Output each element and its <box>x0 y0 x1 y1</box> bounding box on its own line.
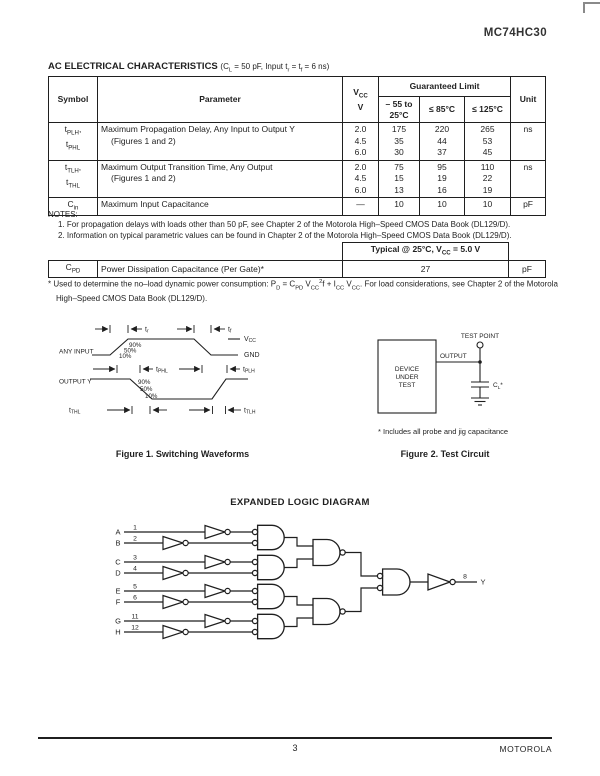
pin-number: 6 <box>133 594 137 602</box>
figure2-caption: Figure 2. Test Circuit <box>400 449 490 459</box>
tplh-label: $t_{PLH}$ <box>243 366 255 375</box>
load-capacitance-label: $C_L*$ <box>493 382 503 390</box>
junction-dot <box>478 360 482 364</box>
vcc-value: 2.0 <box>354 124 367 134</box>
parameter: Maximum Output Transition Time, Any Output <box>101 161 273 172</box>
symbol: $C_{PD}$ <box>49 260 98 278</box>
col-header-unit: Unit <box>511 77 546 123</box>
page-number: 3 <box>292 743 298 753</box>
pin-number: 11 <box>131 613 139 621</box>
inverter-gate <box>163 596 183 609</box>
limit-value: 22 <box>482 173 493 183</box>
vcc-value: 6.0 <box>354 184 367 195</box>
parameter: (Figures 1 and 2) <box>111 173 176 183</box>
input-waveform <box>92 339 238 355</box>
cpd-value: 27 <box>343 260 509 278</box>
table-row <box>49 160 546 198</box>
col-header-symbol: Symbol <box>49 77 98 123</box>
unit: ns <box>511 160 546 198</box>
limit-value: 30 <box>394 147 404 157</box>
dut-label: TEST <box>398 382 416 389</box>
limit-value: 19 <box>437 173 447 183</box>
expanded-logic-diagram <box>105 515 495 690</box>
nand-gate <box>313 599 340 625</box>
test-circuit-figure <box>370 330 545 440</box>
symbol: $t_{PHL}$ <box>65 139 81 152</box>
limit-value: 16 <box>437 184 447 195</box>
and-gate <box>258 555 285 579</box>
unit: pF <box>509 260 546 278</box>
limit-value: 44 <box>437 135 447 146</box>
input-label: H <box>115 627 121 637</box>
pin-number: 4 <box>133 565 137 573</box>
pct-10-label: 10% <box>145 393 158 401</box>
output-inverter-gate <box>428 574 450 590</box>
vcc-value: 2.0 <box>354 161 367 172</box>
tf-label: $t_f$ <box>228 326 232 335</box>
limit-value: 10 <box>379 198 420 216</box>
col-header-guaranteed-limit: Guaranteed Limit <box>379 77 511 97</box>
and-gate <box>258 614 285 638</box>
pct-90-label: 90% <box>138 379 151 387</box>
dut-label: UNDER <box>395 374 419 381</box>
figure1-caption: Figure 1. Switching Waveforms <box>115 449 250 459</box>
footer-rule <box>38 737 552 739</box>
limit-value: 19 <box>482 184 493 195</box>
output-label: OUTPUT <box>440 353 467 360</box>
wires <box>124 532 477 632</box>
cpd-table <box>48 242 546 278</box>
switching-waveforms-figure <box>55 322 345 432</box>
limit-value: 110 <box>480 161 495 172</box>
limit-value: 13 <box>394 184 404 195</box>
symbol: $C_{in}$ <box>49 198 98 216</box>
pin-number: 3 <box>133 554 137 562</box>
limit-value: 53 <box>482 135 493 146</box>
limit-value: 10 <box>420 198 465 216</box>
limit-value: 75 <box>394 161 404 172</box>
inverter-gate <box>205 556 225 569</box>
col-header-vcc: $V_{CC}$ V <box>343 77 379 123</box>
limit-value: 15 <box>394 173 404 183</box>
input-label: F <box>115 597 121 607</box>
symbol: $t_{THL}$ <box>66 176 80 190</box>
unit: pF <box>511 198 546 216</box>
output-label: Y <box>480 577 486 587</box>
tthl-label: $t_{THL}$ <box>69 407 81 416</box>
any-input-label: ANY INPUT <box>59 348 94 356</box>
parameter: Power Dissipation Capacitance (Per Gate)* <box>98 260 343 278</box>
tphl-label: $t_{PHL}$ <box>156 366 168 375</box>
notes-title: NOTES: <box>48 210 78 219</box>
part-number: MC74HC30 <box>483 27 547 39</box>
pct-90-label: 90% <box>129 342 142 350</box>
table-row <box>49 260 546 278</box>
and-gates-input-bubbles <box>252 525 284 638</box>
nand-gates <box>313 540 455 625</box>
col-header-t125: ≤ 125°C <box>465 97 511 123</box>
and-gate <box>258 584 285 608</box>
parameter: Maximum Propagation Delay, Any Input to Output Y <box>101 124 295 134</box>
symbol: $t_{TLH}$, <box>64 161 82 175</box>
and-gate-final <box>383 569 410 595</box>
pin-number: 5 <box>133 583 137 591</box>
inverter-gate <box>163 567 183 580</box>
cpd-footnote: * Used to determine the no–load dynamic power consumption: $P_D = C_{PD}$ $V_{CC}^2f + I_{CC}$ $V_{CC}$. For load considerations, see Chapter 2 of the Motorola High–Speed CMOS Data Book (DL129/D). <box>48 279 558 303</box>
output-y-label: OUTPUT Y <box>59 378 92 386</box>
notes-block <box>48 210 512 241</box>
and-gate <box>258 525 285 549</box>
input-label: B <box>115 538 121 548</box>
vcc-label: $V_{CC}$ <box>244 335 256 345</box>
col-header-t25: – 55 to 25°C <box>379 97 420 123</box>
limit-value: 265 <box>480 124 495 134</box>
inverter-gate <box>205 585 225 598</box>
test-point-terminal <box>477 342 483 348</box>
input-label: G <box>115 616 121 626</box>
ac-characteristics-heading <box>48 61 329 74</box>
parameter: (Figures 1 and 2) <box>111 135 176 146</box>
ttlh-label: $t_{TLH}$ <box>244 407 256 416</box>
col-header-parameter: Parameter <box>98 77 343 123</box>
gnd-label: GND <box>244 351 260 359</box>
table-row <box>49 123 546 161</box>
pin-number: 12 <box>131 624 139 632</box>
parameter: Maximum Input Capacitance <box>98 198 343 216</box>
output-waveform <box>90 379 248 399</box>
inverter-gate <box>205 615 225 628</box>
dut-label: DEVICE <box>394 366 420 373</box>
brand-name: MOTOROLA <box>499 744 552 754</box>
inverter-gate <box>205 526 225 539</box>
logic-diagram-title: EXPANDED LOGIC DIAGRAM <box>230 497 370 508</box>
input-label: E <box>115 586 121 596</box>
cpd-header: Typical @ 25°C, $V_{CC} = 5.0$ V <box>343 243 509 261</box>
col-header-t85: ≤ 85°C <box>420 97 465 123</box>
vcc-value: — <box>343 198 379 216</box>
output-pin-number: 8 <box>463 573 467 581</box>
limit-value: 95 <box>437 161 447 172</box>
pin-number: 1 <box>133 524 137 532</box>
inverter-gate <box>163 537 183 550</box>
limit-value: 35 <box>394 135 404 146</box>
pct-50-label: 50% <box>124 347 137 355</box>
limit-value: 10 <box>465 198 511 216</box>
pct-50-label: 50% <box>140 386 153 394</box>
heading-title: AC ELECTRICAL CHARACTERISTICS <box>48 61 218 72</box>
input-label: C <box>115 557 121 567</box>
input-label: A <box>115 527 121 537</box>
input-label: D <box>115 568 121 578</box>
ac-characteristics-table <box>48 76 546 216</box>
vcc-value: 4.5 <box>354 173 367 183</box>
limit-value: 220 <box>434 124 450 134</box>
nand-gate <box>313 540 340 566</box>
figure2-note: * Includes all probe and jig capacitance <box>378 427 509 436</box>
heading-condition: ($C_L = 50$ pF, Input $t_r = t_f = 6$ ns) <box>220 62 330 74</box>
limit-value: 37 <box>437 147 447 157</box>
inverter-gate <box>163 626 183 639</box>
note-item: 2. Information on typical parametric values can be found in Chapter 2 of the Motorola High–Speed CMOS Data Book (DL129/D). <box>58 230 512 240</box>
limit-value: 175 <box>391 124 407 134</box>
unit: ns <box>511 123 546 161</box>
vcc-value: 4.5 <box>354 135 367 146</box>
tr-label: $t_r$ <box>145 326 149 335</box>
vcc-value: 6.0 <box>354 147 367 157</box>
symbol: $t_{PLH}$, <box>64 124 82 137</box>
limit-value: 45 <box>482 147 493 157</box>
note-item: 1. For propagation delays with loads other than 50 pF, see Chapter 2 of the Motorola High–Speed CMOS Data Book (DL129/D). <box>58 220 511 230</box>
pct-10-label: 10% <box>119 353 132 361</box>
test-point-label: TEST POINT <box>460 333 500 340</box>
page-corner-mark <box>583 2 600 13</box>
pin-number: 2 <box>133 535 137 543</box>
